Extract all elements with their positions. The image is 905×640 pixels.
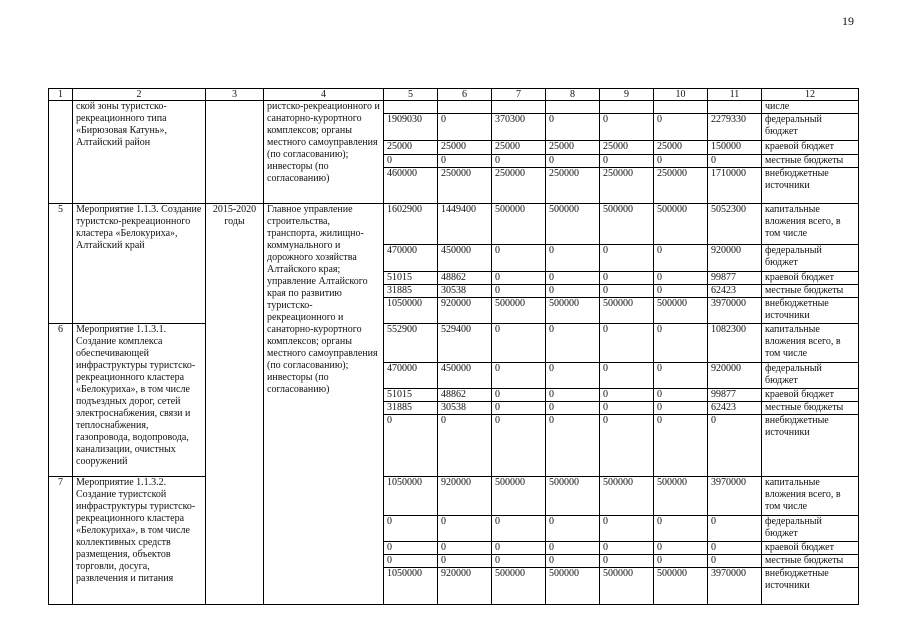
event-name-cell: Мероприятие 1.1.3. Создание туристско-рекреационного кластера «Белокуриха», Алтайский край xyxy=(73,204,206,324)
value-cell: 0 xyxy=(654,516,708,542)
executor-cell: Главное управление строительства, транспорта, жилищно-коммунального и дорожного хозяйства Алтайского края; управление Алтайского края по развитию туристско-рекреационного и санаторно-курортного комплексов; органы местного самоуправления (по согласованию); инвесторы (по согласованию) xyxy=(264,204,384,605)
funding-source-cell: внебюджетные источники xyxy=(762,298,859,324)
value-cell: 1050000 xyxy=(384,568,438,605)
value-cell: 1602900 xyxy=(384,204,438,245)
value-cell: 0 xyxy=(438,155,492,168)
header-cell: 7 xyxy=(492,89,546,101)
value-cell: 0 xyxy=(654,415,708,477)
value-cell: 0 xyxy=(546,324,600,363)
value-cell: 250000 xyxy=(546,168,600,204)
value-cell xyxy=(708,101,762,114)
header-cell: 3 xyxy=(206,89,264,101)
value-cell: 62423 xyxy=(708,285,762,298)
value-cell xyxy=(654,101,708,114)
value-cell: 500000 xyxy=(600,298,654,324)
program-table xyxy=(48,88,859,605)
value-cell: 0 xyxy=(654,245,708,272)
value-cell: 0 xyxy=(492,402,546,415)
table-row xyxy=(49,477,859,516)
value-cell: 0 xyxy=(546,542,600,555)
period-cell: 2015-2020 годы xyxy=(206,204,264,605)
value-cell: 920000 xyxy=(708,245,762,272)
value-cell: 0 xyxy=(492,324,546,363)
value-cell xyxy=(600,101,654,114)
header-cell: 6 xyxy=(438,89,492,101)
value-cell: 500000 xyxy=(654,477,708,516)
value-cell: 500000 xyxy=(654,204,708,245)
value-cell: 470000 xyxy=(384,245,438,272)
value-cell: 920000 xyxy=(708,363,762,389)
value-cell: 0 xyxy=(492,285,546,298)
value-cell: 0 xyxy=(708,155,762,168)
funding-source-cell: местные бюджеты xyxy=(762,402,859,415)
value-cell xyxy=(384,101,438,114)
value-cell: 25000 xyxy=(654,141,708,155)
value-cell: 0 xyxy=(654,155,708,168)
event-name-cell: Мероприятие 1.1.3.2. Создание туристской инфраструктуры туристско-рекреационного кластера «Белокуриха», в том числе коллективных средств размещения, объектов торговли, досуга, развлечения и питания xyxy=(73,477,206,605)
value-cell: 0 xyxy=(600,272,654,285)
funding-source-cell: внебюджетные источники xyxy=(762,568,859,605)
funding-source-cell: краевой бюджет xyxy=(762,389,859,402)
value-cell: 529400 xyxy=(438,324,492,363)
value-cell: 1050000 xyxy=(384,477,438,516)
value-cell: 450000 xyxy=(438,245,492,272)
value-cell: 48862 xyxy=(438,272,492,285)
row-number-cell: 7 xyxy=(49,477,73,605)
value-cell: 0 xyxy=(546,245,600,272)
value-cell: 25000 xyxy=(492,141,546,155)
value-cell: 0 xyxy=(492,155,546,168)
period-cell xyxy=(206,101,264,204)
value-cell: 99877 xyxy=(708,389,762,402)
value-cell: 0 xyxy=(384,155,438,168)
value-cell: 0 xyxy=(492,363,546,389)
header-cell: 4 xyxy=(264,89,384,101)
value-cell: 0 xyxy=(708,555,762,568)
value-cell: 0 xyxy=(492,245,546,272)
value-cell: 0 xyxy=(546,389,600,402)
value-cell: 51015 xyxy=(384,272,438,285)
value-cell: 450000 xyxy=(438,363,492,389)
value-cell: 30538 xyxy=(438,285,492,298)
value-cell: 0 xyxy=(384,415,438,477)
funding-source-cell: краевой бюджет xyxy=(762,542,859,555)
header-cell: 11 xyxy=(708,89,762,101)
value-cell: 0 xyxy=(546,114,600,141)
funding-source-cell: капитальные вложения всего, в том числе xyxy=(762,477,859,516)
value-cell: 0 xyxy=(654,402,708,415)
value-cell: 0 xyxy=(546,363,600,389)
value-cell: 31885 xyxy=(384,402,438,415)
value-cell: 2279330 xyxy=(708,114,762,141)
value-cell: 3970000 xyxy=(708,568,762,605)
event-name-cell: Мероприятие 1.1.3.1. Создание комплекса обеспечивающей инфраструктуры туристско-рекреационного кластера «Белокуриха», в том числе подъездных дорог, сетей электроснабжения, связи и теплоснабжения, газопровода, водопровода, канализации, очистных сооружений xyxy=(73,324,206,477)
value-cell: 0 xyxy=(438,555,492,568)
header-cell: 2 xyxy=(73,89,206,101)
value-cell: 0 xyxy=(600,402,654,415)
funding-source-cell: федеральный бюджет xyxy=(762,114,859,141)
funding-source-cell: местные бюджеты xyxy=(762,285,859,298)
value-cell: 0 xyxy=(654,389,708,402)
value-cell: 0 xyxy=(654,285,708,298)
value-cell: 0 xyxy=(546,516,600,542)
funding-source-cell: краевой бюджет xyxy=(762,272,859,285)
value-cell: 500000 xyxy=(492,477,546,516)
value-cell: 250000 xyxy=(492,168,546,204)
value-cell: 500000 xyxy=(546,477,600,516)
value-cell: 0 xyxy=(600,555,654,568)
value-cell: 0 xyxy=(438,114,492,141)
value-cell: 500000 xyxy=(654,568,708,605)
funding-source-cell: числе xyxy=(762,101,859,114)
value-cell: 0 xyxy=(600,155,654,168)
value-cell: 30538 xyxy=(438,402,492,415)
value-cell: 370300 xyxy=(492,114,546,141)
value-cell: 3970000 xyxy=(708,298,762,324)
value-cell: 1710000 xyxy=(708,168,762,204)
header-cell: 10 xyxy=(654,89,708,101)
value-cell: 0 xyxy=(654,272,708,285)
funding-source-cell: федеральный бюджет xyxy=(762,516,859,542)
value-cell: 1449400 xyxy=(438,204,492,245)
funding-source-cell: местные бюджеты xyxy=(762,555,859,568)
value-cell: 31885 xyxy=(384,285,438,298)
value-cell: 0 xyxy=(600,324,654,363)
value-cell: 0 xyxy=(384,516,438,542)
value-cell: 0 xyxy=(654,555,708,568)
value-cell: 500000 xyxy=(600,204,654,245)
value-cell: 500000 xyxy=(546,568,600,605)
value-cell: 0 xyxy=(384,555,438,568)
value-cell: 0 xyxy=(654,363,708,389)
value-cell: 920000 xyxy=(438,568,492,605)
value-cell: 0 xyxy=(546,272,600,285)
value-cell: 0 xyxy=(708,415,762,477)
funding-source-cell: капитальные вложения всего, в том числе xyxy=(762,324,859,363)
funding-source-cell: краевой бюджет xyxy=(762,141,859,155)
value-cell: 0 xyxy=(654,114,708,141)
table-row xyxy=(49,101,859,114)
header-cell: 8 xyxy=(546,89,600,101)
header-row xyxy=(49,89,859,101)
value-cell: 0 xyxy=(600,415,654,477)
header-cell: 5 xyxy=(384,89,438,101)
value-cell: 0 xyxy=(546,555,600,568)
value-cell: 3970000 xyxy=(708,477,762,516)
value-cell: 460000 xyxy=(384,168,438,204)
value-cell: 0 xyxy=(546,285,600,298)
value-cell: 500000 xyxy=(546,204,600,245)
value-cell: 0 xyxy=(654,324,708,363)
value-cell: 250000 xyxy=(654,168,708,204)
funding-source-cell: капитальные вложения всего, в том числе xyxy=(762,204,859,245)
header-cell: 12 xyxy=(762,89,859,101)
value-cell xyxy=(546,101,600,114)
value-cell: 0 xyxy=(600,285,654,298)
value-cell: 51015 xyxy=(384,389,438,402)
value-cell: 0 xyxy=(492,555,546,568)
executor-cell: ристско-рекреационного и санаторно-курортного комплексов; органы местного самоуправления (по согласованию); инвесторы (по согласованию) xyxy=(264,101,384,204)
value-cell: 0 xyxy=(492,389,546,402)
value-cell: 0 xyxy=(708,516,762,542)
value-cell: 150000 xyxy=(708,141,762,155)
value-cell: 552900 xyxy=(384,324,438,363)
value-cell xyxy=(492,101,546,114)
value-cell: 250000 xyxy=(438,168,492,204)
funding-source-cell: внебюджетные источники xyxy=(762,415,859,477)
header-cell: 9 xyxy=(600,89,654,101)
value-cell xyxy=(438,101,492,114)
value-cell: 500000 xyxy=(546,298,600,324)
value-cell: 25000 xyxy=(438,141,492,155)
value-cell: 0 xyxy=(492,542,546,555)
value-cell: 500000 xyxy=(600,477,654,516)
value-cell: 0 xyxy=(438,542,492,555)
value-cell: 0 xyxy=(600,389,654,402)
table-row xyxy=(49,324,859,363)
value-cell: 0 xyxy=(600,114,654,141)
value-cell: 0 xyxy=(384,542,438,555)
value-cell: 250000 xyxy=(600,168,654,204)
value-cell: 99877 xyxy=(708,272,762,285)
value-cell: 0 xyxy=(654,542,708,555)
row-number-cell: 5 xyxy=(49,204,73,324)
event-name-cell: ской зоны туристско-рекреационного типа «Бирюзовая Катунь», Алтайский район xyxy=(73,101,206,204)
value-cell: 500000 xyxy=(600,568,654,605)
value-cell: 0 xyxy=(492,516,546,542)
value-cell: 48862 xyxy=(438,389,492,402)
value-cell: 25000 xyxy=(600,141,654,155)
header-cell: 1 xyxy=(49,89,73,101)
page-number: 19 xyxy=(842,14,854,28)
value-cell: 0 xyxy=(492,272,546,285)
value-cell: 0 xyxy=(708,542,762,555)
value-cell: 500000 xyxy=(492,568,546,605)
value-cell: 0 xyxy=(546,415,600,477)
value-cell: 25000 xyxy=(384,141,438,155)
value-cell: 0 xyxy=(600,542,654,555)
funding-source-cell: местные бюджеты xyxy=(762,155,859,168)
value-cell: 25000 xyxy=(546,141,600,155)
value-cell: 500000 xyxy=(492,204,546,245)
value-cell: 1082300 xyxy=(708,324,762,363)
value-cell: 0 xyxy=(492,415,546,477)
value-cell: 920000 xyxy=(438,298,492,324)
value-cell: 0 xyxy=(600,516,654,542)
value-cell: 1050000 xyxy=(384,298,438,324)
value-cell: 0 xyxy=(600,245,654,272)
value-cell: 500000 xyxy=(654,298,708,324)
value-cell: 5052300 xyxy=(708,204,762,245)
funding-source-cell: федеральный бюджет xyxy=(762,363,859,389)
value-cell: 0 xyxy=(600,363,654,389)
value-cell: 0 xyxy=(546,155,600,168)
value-cell: 500000 xyxy=(492,298,546,324)
table-row xyxy=(49,204,859,245)
value-cell: 0 xyxy=(438,415,492,477)
funding-source-cell: внебюджетные источники xyxy=(762,168,859,204)
row-number-cell xyxy=(49,101,73,204)
value-cell: 470000 xyxy=(384,363,438,389)
funding-source-cell: федеральный бюджет xyxy=(762,245,859,272)
value-cell: 62423 xyxy=(708,402,762,415)
value-cell: 920000 xyxy=(438,477,492,516)
value-cell: 0 xyxy=(546,402,600,415)
value-cell: 0 xyxy=(438,516,492,542)
row-number-cell: 6 xyxy=(49,324,73,477)
value-cell: 1909030 xyxy=(384,114,438,141)
